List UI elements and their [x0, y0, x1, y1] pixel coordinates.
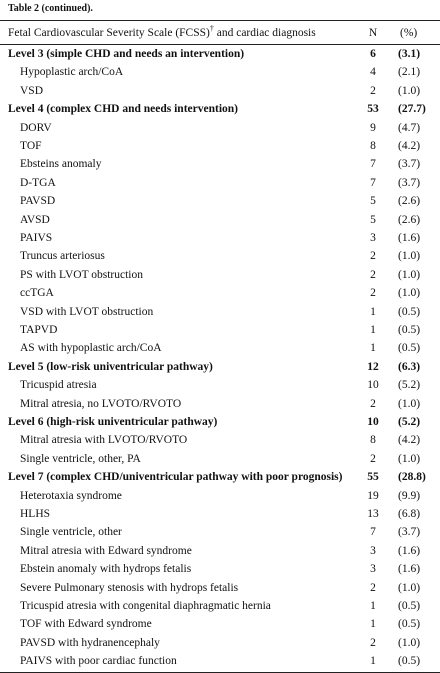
row-pct: (1.0): [398, 268, 421, 281]
row-n: 3: [370, 544, 376, 557]
row-pct: (3.7): [398, 158, 421, 171]
row-label: Tricuspid atresia with congenital diaphragmatic hernia: [20, 600, 271, 612]
row-pct: (0.5): [398, 342, 421, 355]
row-pct: (1.0): [398, 636, 421, 649]
table-row: [0, 174, 440, 192]
row-pct: (4.2): [398, 434, 421, 447]
table-row: [0, 450, 440, 468]
row-n: 4: [370, 66, 376, 79]
table-row: [0, 431, 440, 449]
row-n: 55: [367, 471, 379, 484]
row-pct: (6.8): [398, 508, 421, 520]
table-row: [0, 560, 440, 578]
row-label: Level 6 (high-risk univentricular pathway): [8, 416, 218, 428]
row-pct: (0.5): [398, 324, 421, 336]
row-label: Mitral atresia with Edward syndrome: [20, 544, 192, 557]
table-row: [0, 652, 440, 670]
row-n: 6: [370, 48, 376, 60]
table-row: [0, 192, 440, 210]
row-label: TOF: [20, 140, 42, 152]
table-row: [0, 339, 440, 357]
row-pct: (1.0): [398, 250, 421, 263]
top-rule: [0, 20, 440, 21]
row-pct: (3.7): [398, 526, 421, 539]
row-pct: (4.2): [398, 140, 421, 152]
row-pct: (6.3): [398, 360, 421, 373]
table-header-row: [0, 22, 440, 44]
row-label: Level 4 (complex CHD and needs intervention): [8, 103, 238, 116]
row-n: 12: [367, 360, 379, 373]
row-label: Truncus arteriosus: [20, 250, 105, 263]
row-label: DORV: [20, 121, 52, 134]
row-pct: (2.6): [398, 213, 421, 226]
row-label: Level 3 (simple CHD and needs an intervention): [8, 48, 245, 60]
row-n: 1: [370, 655, 376, 668]
table-row: [0, 542, 440, 560]
row-n: 2: [370, 581, 376, 594]
row-n: 2: [370, 250, 376, 263]
table-row: [0, 597, 440, 615]
table-row: [0, 137, 440, 155]
row-label: TAPVD: [20, 324, 58, 336]
table-row: [0, 634, 440, 652]
row-n: 10: [367, 416, 379, 428]
header-pct: (%): [400, 27, 418, 39]
row-n: 7: [370, 158, 376, 171]
row-label: ccTGA: [20, 287, 54, 300]
table-group-row: [0, 468, 440, 486]
table-row: [0, 615, 440, 633]
table-row: [0, 523, 440, 541]
row-label: AVSD: [20, 213, 50, 226]
row-pct: (1.0): [398, 84, 421, 97]
row-label: Tricuspid atresia: [20, 379, 97, 392]
row-pct: (5.2): [398, 379, 421, 392]
table-row: [0, 247, 440, 265]
header-n: N: [368, 27, 378, 39]
row-n: 1: [370, 342, 376, 355]
row-n: 5: [370, 213, 376, 226]
bottom-rule: [0, 672, 440, 673]
table-row: [0, 505, 440, 523]
row-label: AS with hypoplastic arch/CoA: [20, 342, 162, 355]
header-diagnosis: [8, 22, 316, 44]
table-row: [0, 579, 440, 597]
row-pct: (0.5): [398, 305, 421, 318]
row-label: Ebsteins anomaly: [20, 158, 102, 171]
row-n: 2: [370, 84, 376, 97]
table-row: [0, 211, 440, 229]
table-row: [0, 321, 440, 339]
row-n: 2: [370, 287, 376, 300]
row-label: VSD with LVOT obstruction: [20, 305, 154, 318]
table-group-row: [0, 413, 440, 431]
row-pct: (1.0): [398, 452, 421, 465]
table-row: [0, 266, 440, 284]
table-row: [0, 229, 440, 247]
row-n: 13: [367, 508, 379, 520]
row-label: Hypoplastic arch/CoA: [20, 66, 124, 79]
row-n: 7: [370, 176, 376, 189]
row-pct: (0.5): [398, 618, 421, 631]
row-label: Single ventricle, other, PA: [20, 452, 141, 465]
table-row: [0, 82, 440, 100]
row-pct: (1.0): [398, 397, 421, 410]
row-n: 1: [370, 618, 376, 631]
row-pct: (1.6): [398, 563, 421, 576]
row-pct: (3.7): [398, 176, 421, 189]
row-n: 8: [370, 434, 376, 447]
row-pct: (27.7): [398, 103, 426, 116]
row-label: PAIVS: [20, 232, 53, 244]
row-label: TOF with Edward syndrome: [20, 618, 152, 631]
header-label-rest: and cardiac diagnosis: [213, 27, 316, 39]
row-pct: (1.0): [398, 581, 421, 594]
table-row: [0, 395, 440, 413]
header-label-main: Fetal Cardiovascular Severity Scale (FCSS): [8, 27, 210, 39]
row-n: 2: [370, 268, 376, 281]
row-pct: (4.7): [398, 121, 421, 134]
row-pct: (2.1): [398, 66, 421, 79]
row-label: HLHS: [20, 508, 51, 520]
row-label: PAIVS with poor cardiac function: [20, 655, 177, 668]
row-pct: (28.8): [398, 471, 426, 484]
row-n: 2: [370, 397, 376, 410]
table-row: [0, 376, 440, 394]
row-label: VSD: [20, 84, 44, 97]
row-pct: (1.0): [398, 287, 421, 300]
row-n: 1: [370, 305, 376, 318]
row-pct: (1.6): [398, 232, 421, 244]
row-pct: (2.6): [398, 195, 421, 208]
table-row: [0, 303, 440, 321]
row-n: 3: [370, 563, 376, 576]
table-group-row: [0, 358, 440, 376]
row-n: 2: [370, 636, 376, 649]
table-row: [0, 63, 440, 81]
row-n: 7: [370, 526, 376, 539]
row-label: PAVSD with hydranencephaly: [20, 636, 160, 649]
row-n: 8: [370, 140, 376, 152]
row-n: 5: [370, 195, 376, 208]
table-row: [0, 487, 440, 505]
row-n: 3: [370, 232, 376, 244]
row-pct: (5.2): [398, 416, 421, 428]
row-pct: (3.1): [398, 48, 421, 60]
table-row: [0, 284, 440, 302]
row-label: PS with LVOT obstruction: [20, 268, 144, 281]
row-pct: (9.9): [398, 489, 421, 502]
row-label: PAVSD: [20, 195, 56, 208]
row-label: Level 5 (low-risk univentricular pathway): [8, 360, 213, 373]
row-label: D-TGA: [20, 176, 56, 189]
row-pct: (0.5): [398, 600, 421, 612]
table-row: [0, 155, 440, 173]
row-label: Heterotaxia syndrome: [20, 489, 122, 502]
row-label: Level 7 (complex CHD/univentricular pathway with poor prognosis): [8, 471, 343, 484]
row-n: 10: [367, 379, 379, 392]
header-footnote-mark: †: [209, 24, 214, 34]
row-n: 19: [367, 489, 379, 502]
row-label: Ebstein anomaly with hydrops fetalis: [20, 563, 192, 576]
row-n: 2: [370, 452, 376, 465]
row-n: 53: [367, 103, 379, 116]
table-group-row: [0, 45, 440, 63]
table-group-row: [0, 100, 440, 118]
table-row: [0, 119, 440, 137]
table-caption: Table 2 (continued).: [8, 3, 93, 14]
row-n: 1: [370, 600, 376, 612]
row-label: Severe Pulmonary stenosis with hydrops fetalis: [20, 581, 239, 594]
row-label: Mitral atresia, no LVOTO/RVOTO: [20, 397, 182, 410]
row-label: Mitral atresia with LVOTO/RVOTO: [20, 434, 188, 447]
row-n: 9: [370, 121, 376, 134]
row-label: Single ventricle, other: [20, 526, 122, 539]
row-pct: (0.5): [398, 655, 421, 668]
row-pct: (1.6): [398, 544, 421, 557]
row-n: 1: [370, 324, 376, 336]
